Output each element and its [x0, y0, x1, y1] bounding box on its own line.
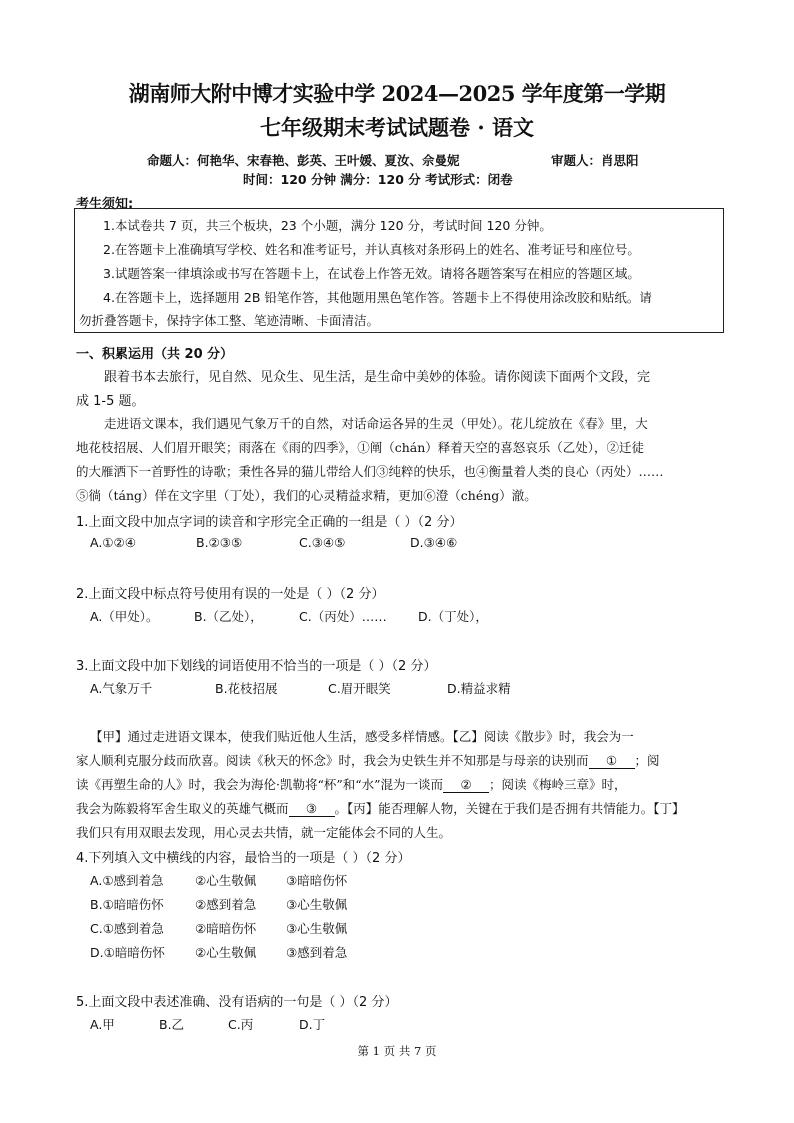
option-choice: ①暗暗伤怀 [102, 897, 164, 912]
notice-heading: 考生须知: [76, 197, 134, 212]
option-choice: ③心生敬佩 [286, 921, 348, 936]
notice-item: 2.在答题卡上准确填写学校、姓名和准考证号，并认真核对条形码上的姓名、准考证号和座位号。 [103, 242, 640, 257]
question-3-stem: 3.上面文段中加下划线的词语使用不恰当的一项是（ ）（2 分） [76, 659, 437, 674]
notice-item: 1.本试卷共 7 页，共三个板块，23 个小题，满分 120 分，考试时间 120 分钟。 [103, 218, 552, 233]
question-4-stem: 4.下列填入文中横线的内容，最恰当的一项是（ ）（2 分） [76, 851, 411, 866]
question-1-option-a: A.①②④ [90, 535, 136, 550]
passage2-line [76, 799, 685, 817]
passage2-text: ；阅 [634, 753, 660, 768]
option-choice: ①暗暗伤怀 [103, 945, 165, 960]
passage2-line: 【甲】通过走进语文课本，使我们贴近他人生活，感受多样情感。【乙】阅读《散步》时，我会为一 [90, 729, 634, 744]
option-choice: ③感到着急 [286, 945, 348, 960]
passage1-line: 的大雁洒下一首野性的诗歌；秉性各异的猫儿带给人们③纯粹的快乐，也④衡量着人类的良心（丙处）…… [76, 464, 664, 479]
option-letter: C. [90, 921, 103, 936]
passage2-line: 我们只有用双眼去发现，用心灵去共情，就一定能体会不同的人生。 [76, 825, 452, 840]
question-2-option-b: B.（乙处）， [194, 609, 263, 624]
passage1-line: 走进语文课本，我们遇见气象万千的自然，对话命运各异的生灵（甲处）。花儿绽放在《春》里，大 [104, 416, 648, 431]
passage2-text: ；阅读《梅岭三章》时， [489, 777, 627, 792]
question-2-option-a: A.（甲处）。 [90, 609, 159, 624]
passage1-line: ⑤徜（táng）佯在文字里（丁处），我们的心灵精益求精，更加⑥澄（chéng）澈。 [76, 488, 537, 503]
question-5-option-d: D.丁 [299, 1017, 326, 1032]
question-5-option-b: B.乙 [159, 1017, 185, 1032]
notice-item: 3.试题答案一律填涂或书写在答题卡上，在试卷上作答无效。请将各题答案写在相应的答题区域。 [103, 266, 640, 281]
option-choice: ①感到着急 [102, 921, 164, 936]
question-1-stem: 1.上面文段中加点字词的读音和字形完全正确的一组是（ ）（2 分） [76, 515, 463, 530]
question-3-option-b: B.花枝招展 [215, 681, 278, 696]
passage2-text: 我会为陈毅将军舍生取义的英雄气概而 [76, 801, 289, 816]
question-1-option-c: C.③④⑤ [299, 535, 346, 550]
notice-item: 4.在答题卡上，选择题用 2B 铅笔作答，其他题用黑色笔作答。答题卡上不得使用涂改胶和贴纸。请 [103, 290, 652, 305]
notice-item: 勿折叠答题卡，保持字体工整、笔迹清晰、卡面清洁。 [79, 313, 380, 328]
blank-3: ③ [289, 801, 335, 817]
question-5-stem: 5.上面文段中表述准确、没有语病的一句是（ ）（2 分） [76, 995, 398, 1010]
passage2-text: 。【丙】能否理解人物，关键在于我们是否拥有共情能力。【丁】 [334, 801, 685, 816]
exam-title-line2: 七年级期末考试试题卷 · 语文 [260, 115, 534, 140]
question-4-option-c [90, 919, 348, 937]
passage2-line [76, 751, 660, 769]
option-letter: D. [90, 945, 104, 960]
question-2-option-c: C.（丙处）…… [299, 609, 387, 624]
passage1-line: 地花枝招展、人们眉开眼笑；雨落在《雨的四季》，①阐（chán）释着天空的喜怒哀乐（乙处），②迁徒 [76, 440, 645, 455]
option-choice: ①感到着急 [102, 873, 164, 888]
option-choice: ②心生敬佩 [195, 945, 257, 960]
reviewer-line: 审题人：肖思阳 [551, 153, 639, 168]
question-2-stem: 2.上面文段中标点符号使用有误的一处是（ ）（2 分） [76, 587, 385, 602]
option-letter: B. [90, 897, 103, 912]
page-number: 第 1 页 共 7 页 [357, 1044, 437, 1058]
question-5-option-c: C.丙 [228, 1017, 254, 1032]
option-choice: ③心生敬佩 [286, 897, 348, 912]
option-choice: ②感到着急 [195, 897, 257, 912]
passage2-line [76, 775, 627, 793]
blank-1: ① [589, 753, 635, 769]
option-letter: A. [90, 873, 103, 888]
intro-line1: 跟着书本去旅行，见自然、见众生、见生活，是生命中美妙的体验。请你阅读下面两个文段，完 [104, 370, 651, 385]
question-3-option-c: C.眉开眼笑 [328, 681, 391, 696]
exam-title-line1: 湖南师大附中博才实验中学 2024—2025 学年度第一学期 [128, 81, 666, 106]
question-4-option-d [90, 943, 348, 961]
notice-box [74, 208, 724, 333]
question-1-option-d: D.③④⑥ [410, 535, 458, 550]
blank-2: ② [443, 777, 489, 793]
option-choice: ②心生敬佩 [195, 873, 257, 888]
question-3-option-a: A.气象万千 [90, 681, 153, 696]
time-info-line: 时间：120 分钟 满分：120 分 考试形式：闭卷 [243, 172, 513, 187]
option-choice: ②暗暗伤怀 [195, 921, 257, 936]
question-1-option-b: B.②③⑤ [196, 535, 243, 550]
passage2-text: 读《再塑生命的人》时，我会为海伦·凯勒将“杯”和“水”混为一谈而 [76, 777, 444, 792]
question-2-option-d: D.（丁处）， [418, 609, 488, 624]
option-choice: ③暗暗伤怀 [286, 873, 348, 888]
question-3-option-d: D.精益求精 [447, 681, 511, 696]
question-4-option-b [90, 895, 348, 913]
authors-line: 命题人：何艳华、宋春艳、彭英、王叶媛、夏汝、佘曼妮 [147, 153, 460, 168]
section-heading: 一、积累运用（共 20 分） [76, 347, 234, 362]
intro-line2: 成 1-5 题。 [76, 394, 145, 409]
question-5-option-a: A.甲 [90, 1017, 115, 1032]
question-4-option-a [90, 871, 348, 889]
passage2-text: 家人顺利克服分歧而欣喜。阅读《秋天的怀念》时，我会为史铁生并不知那是与母亲的诀别而 [76, 753, 589, 768]
